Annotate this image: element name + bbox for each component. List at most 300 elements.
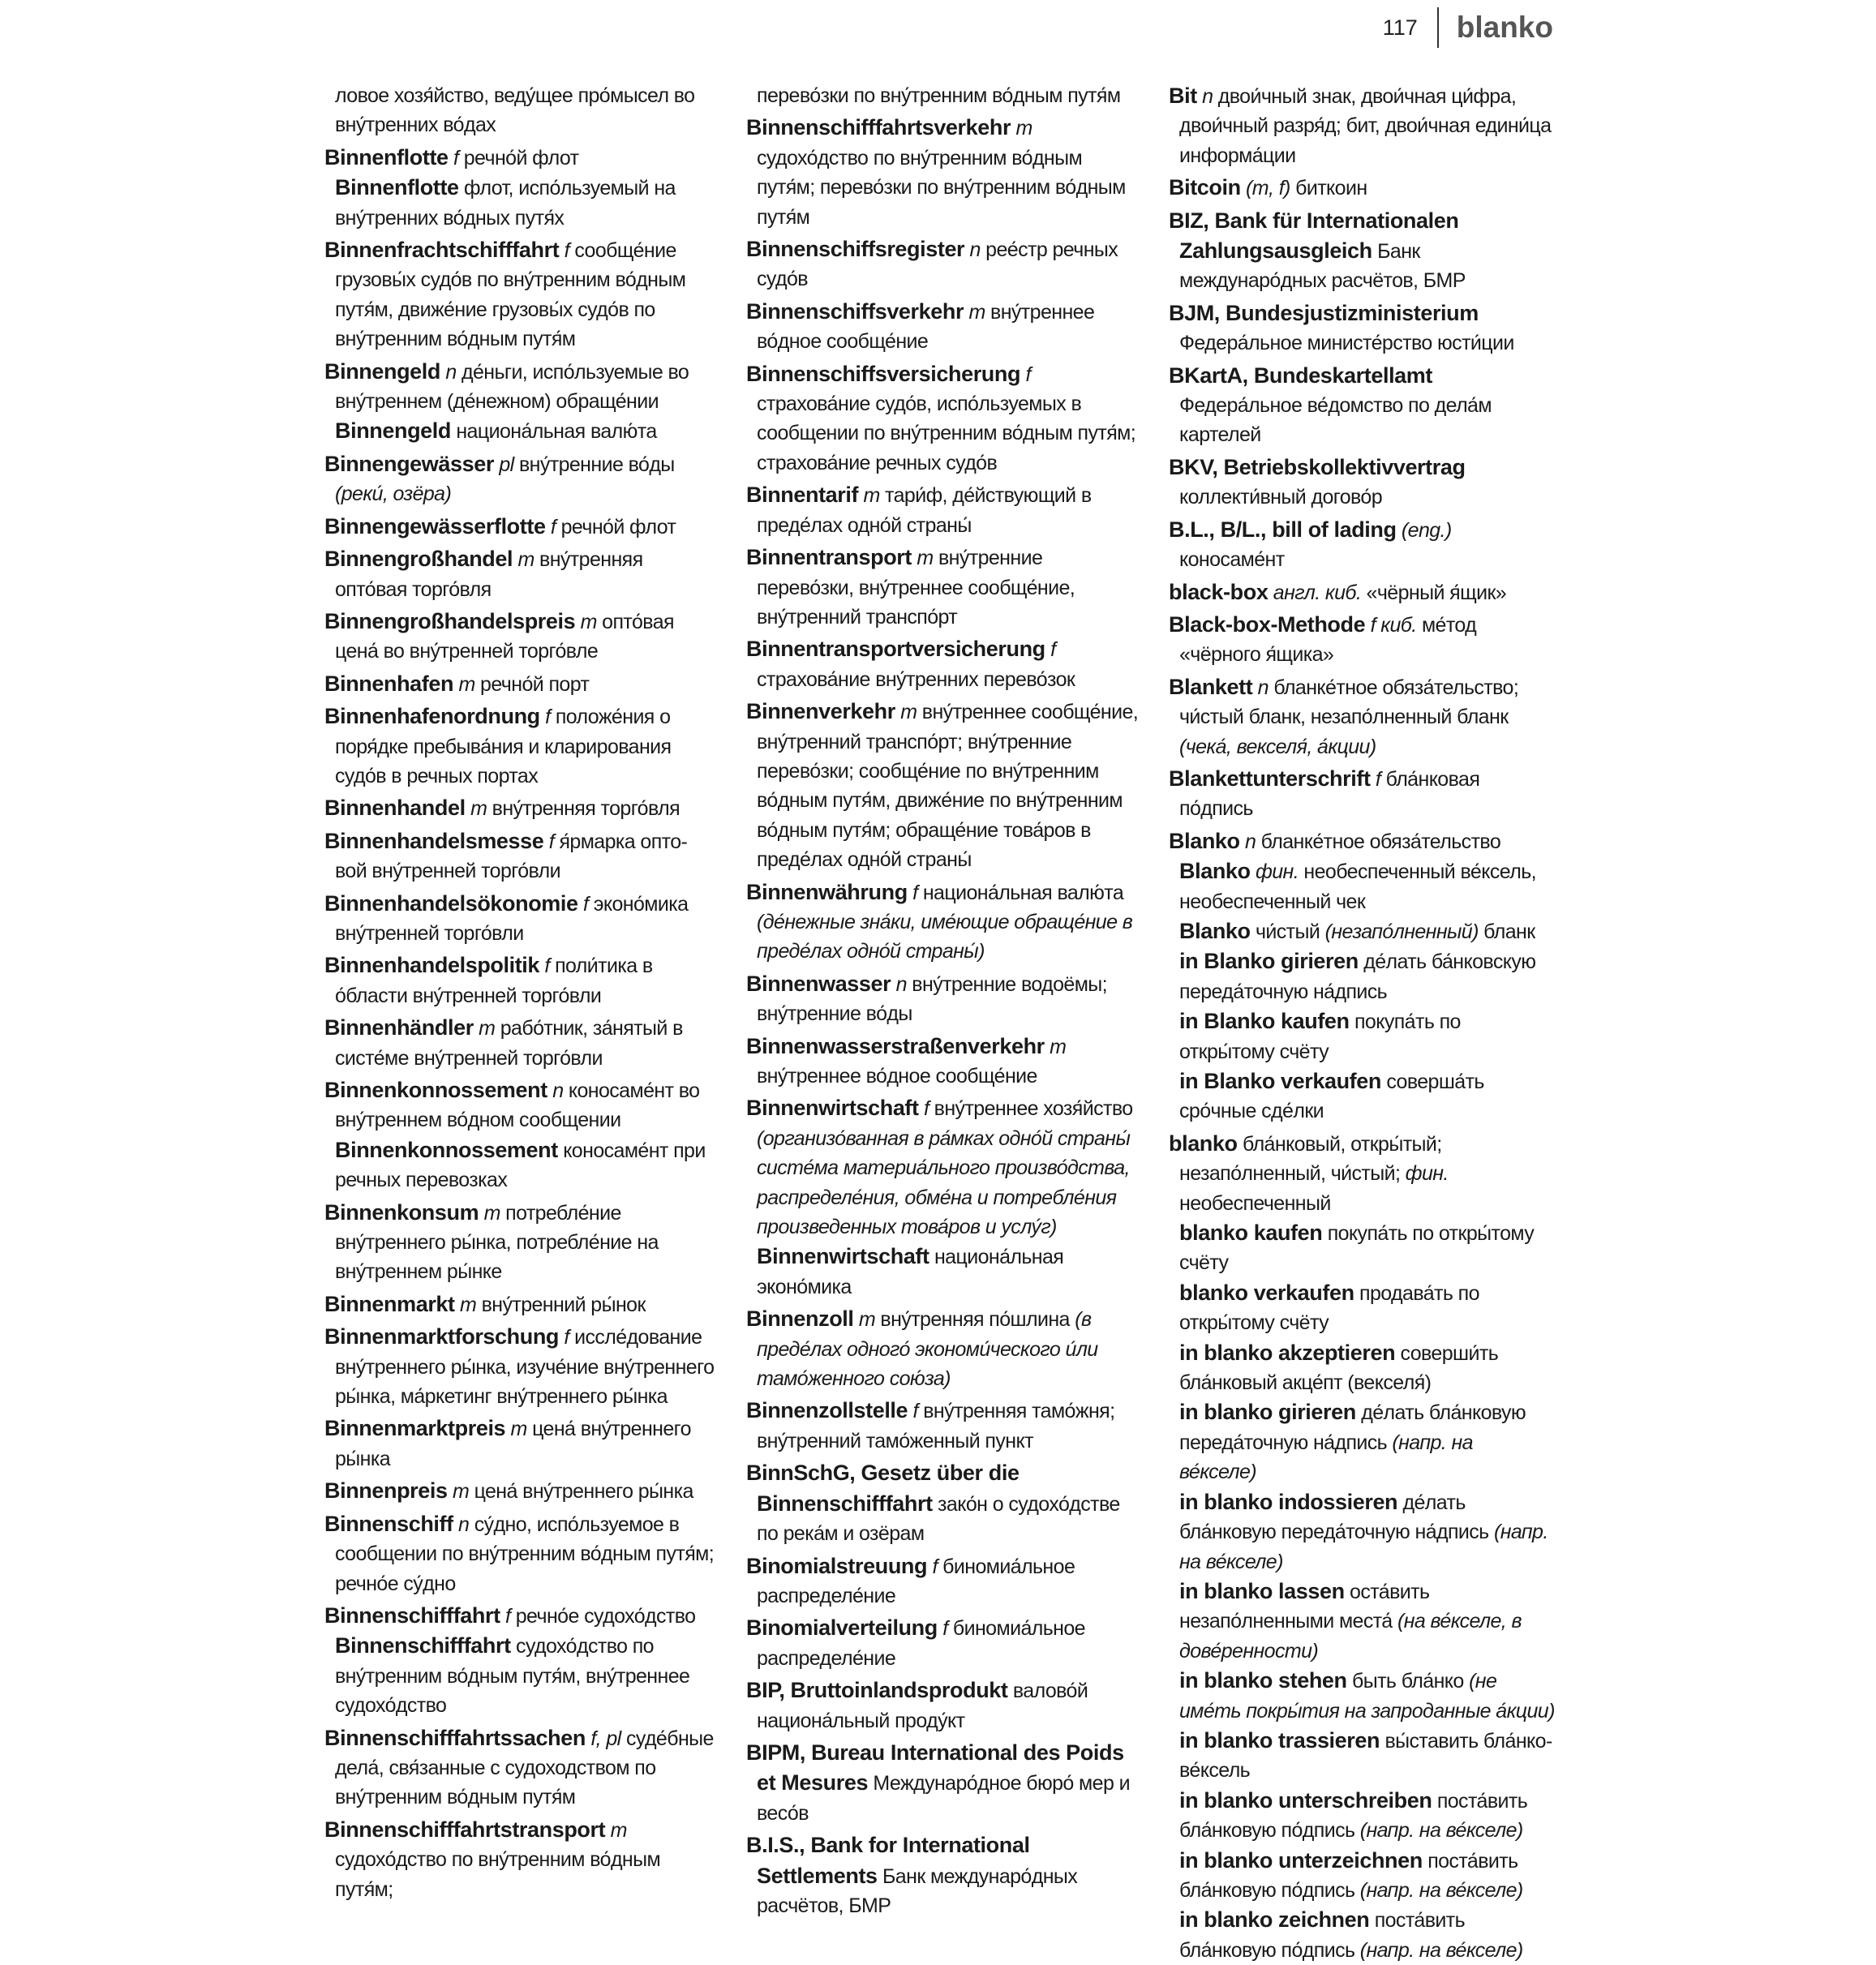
definition: цена́ вну́треннего ры́нка [335, 1418, 691, 1470]
dictionary-entry [1169, 1129, 1555, 1218]
sub-entry [1169, 1397, 1555, 1487]
dictionary-entry [746, 634, 1142, 694]
definition: рее́стр речных судо́в [757, 238, 1118, 291]
dictionary-entry [324, 826, 715, 886]
headword: Binnentransport [746, 545, 912, 570]
definition: вну́тренняя торго́вля [487, 797, 680, 821]
dictionary-entry [746, 234, 1142, 294]
headword: Binnengewässer [324, 451, 494, 476]
dictionary-entry [324, 701, 715, 791]
sub-entry [1169, 856, 1555, 916]
headword: BinnSchG, Gesetz über die Binnenschifffahrt [746, 1461, 1020, 1516]
dictionary-entry [746, 1304, 1142, 1393]
sub-entry [1169, 1218, 1555, 1278]
dictionary-entry [1169, 173, 1555, 203]
headword: BKV, Betriebskollektivvertrag [1169, 454, 1466, 479]
grammar-note: f [545, 515, 556, 538]
grammar-note: фин. [1405, 1162, 1449, 1186]
dictionary-entry [324, 1289, 715, 1319]
sub-entry [324, 1631, 715, 1720]
headword: Binnenschifffahrt [324, 1602, 500, 1628]
definition: вну́треннее хозя́йство [929, 1097, 1133, 1121]
running-head: blanko [1456, 11, 1553, 44]
definition: судохо́дство по вну́тренним во́дным путя́м, вну́треннее судохо́дство [335, 1635, 690, 1718]
headword: Binnenkonnossement [335, 1137, 558, 1162]
dictionary-entry [1169, 206, 1555, 296]
headword: Binnenwasser [746, 971, 891, 996]
grammar-note: f, pl [585, 1727, 621, 1750]
dictionary-entry [746, 1675, 1142, 1735]
headword: Blanko [1179, 859, 1251, 884]
headword: Binnenschifffahrtstransport [324, 1817, 606, 1842]
grammar-note: m [1044, 1035, 1067, 1058]
dictionary-entry [746, 1830, 1142, 1920]
dictionary-entry [1169, 361, 1555, 450]
grammar-note: (напр. на ве́кселе) [1179, 1521, 1548, 1573]
grammar-note: n [1252, 676, 1269, 699]
headword: Binnenschifffahrtsverkehr [746, 115, 1011, 140]
grammar-note: n [453, 1512, 470, 1536]
definition: суде́бные дела́, свя́занные с судоходством по вну́тренним во́дным путя́м [335, 1727, 714, 1809]
dictionary-entry [324, 544, 715, 604]
dictionary-entry [746, 1458, 1142, 1548]
grammar-note: n [1239, 830, 1256, 853]
dictionary-entry [324, 357, 715, 417]
dictionary-entry [324, 1601, 715, 1631]
dictionary-entry [746, 543, 1142, 632]
definition: речно́й порт [474, 672, 590, 696]
definition: Междунаро́дное бюро́ мер и весо́в [757, 1772, 1130, 1825]
definition: национа́льная эконо́мика [757, 1246, 1064, 1298]
headword: Binnenschiffsversicherung [746, 361, 1021, 386]
headword: Binnengroßhandel [324, 547, 513, 572]
definition: соверши́ть бла́нковый акце́пт (векселя́) [1179, 1341, 1499, 1395]
dictionary-entry [324, 1476, 715, 1506]
dictionary-entry [324, 1723, 715, 1813]
headword: Binnenschiffsverkehr [746, 298, 964, 324]
definition: чи́стый [1250, 920, 1325, 943]
dictionary-entry [324, 889, 715, 949]
headword: Binnenhändler [324, 1015, 474, 1040]
headword: Binnengeld [335, 418, 451, 444]
definition: судохо́дство по вну́тренним во́дным путя́м; перево́зки по вну́тренним во́дным путя́м [757, 146, 1126, 229]
grammar-note: фин. [1250, 860, 1299, 884]
definition: продава́ть по откры́тому счёту [1179, 1281, 1479, 1335]
headword: Binnenmarkt [324, 1291, 455, 1316]
dictionary-entry [1169, 672, 1555, 762]
definition: вну́тренний ры́нок [476, 1293, 646, 1316]
sub-entry [324, 1135, 715, 1195]
dictionary-entry [746, 877, 1142, 967]
headword: B.I.S., Bank for International Settlements [746, 1833, 1030, 1888]
dictionary-entry [1169, 515, 1555, 575]
definition: зако́н о судохо́дстве по река́м и озёрам [757, 1492, 1120, 1546]
definition: ме́тод «чёрного я́щика» [1179, 613, 1477, 667]
grammar-note: (в преде́лах одного́ экономи́ческого и́ли тамо́женного сою́за) [757, 1308, 1098, 1391]
headword: Binnentarif [746, 483, 859, 508]
headword: Binnenflotte [324, 144, 449, 169]
definition: «чёрный я́щик» [1361, 581, 1507, 604]
sub-entry [1169, 916, 1555, 946]
dictionary-entry [746, 969, 1142, 1029]
dictionary-entry [746, 1613, 1142, 1673]
grammar-note: n [440, 360, 457, 384]
definition: речно́й флот [458, 146, 579, 169]
definition: национа́льная валю́та [451, 420, 657, 444]
grammar-note: n [891, 972, 907, 996]
headword: blanko verkaufen [1179, 1280, 1354, 1305]
headword: in blanko akzeptieren [1179, 1340, 1396, 1365]
definition: Федера́льное министе́рство юсти́ции [1179, 332, 1514, 355]
grammar-note: (на ве́кселе, в дове́ренности) [1179, 1610, 1522, 1663]
sub-entry [1169, 1786, 1555, 1846]
definition: вну́тренние во́ды [513, 453, 675, 476]
definition: потребле́ние вну́треннего ры́нка, потребле́ние на вну́треннем ры́нке [335, 1201, 659, 1284]
grammar-note: m [964, 300, 985, 324]
definition: необеспеченный ве́ксель, необеспеченный чек [1179, 860, 1536, 913]
definition: вну́треннее во́дное сообще́ние [757, 1065, 1037, 1088]
headword: in blanko unterschreiben [1179, 1787, 1432, 1813]
headword: BKartA, Bundeskartellamt [1169, 363, 1432, 388]
headword: Binnenwirtschaft [746, 1096, 919, 1121]
grammar-note: m [605, 1818, 627, 1842]
grammar-note: (m, f) [1240, 177, 1290, 200]
headword: Binnenfrachtschifffahrt [324, 238, 560, 263]
sub-entry [1169, 1666, 1555, 1726]
dictionary-entry [324, 1322, 715, 1411]
grammar-note: pl [493, 453, 514, 476]
dictionary-entry [746, 1032, 1142, 1092]
definition: поли́тика в о́бласти вну́тренней торго́вли [335, 955, 653, 1007]
definition: оста́вить незапо́лненными места́ [1179, 1580, 1430, 1633]
headword: Binnenhandel [324, 796, 466, 821]
dictionary-entry [324, 793, 715, 823]
grammar-note: f [908, 1400, 918, 1423]
dictionary-column-2 [746, 81, 1142, 1917]
dictionary-entry [324, 950, 715, 1010]
grammar-note: f [1370, 767, 1381, 791]
headword: Binnenpreis [324, 1478, 448, 1504]
grammar-note: f [918, 1097, 929, 1121]
sub-entry [1169, 1726, 1555, 1786]
grammar-note: f [543, 830, 555, 853]
definition: покупа́ть по откры́тому счёту [1179, 1222, 1535, 1275]
definition: бла́нковый, откры́тый; незапо́лненный, чи́стый; [1179, 1132, 1442, 1186]
definition: речно́е судохо́дство [510, 1604, 696, 1628]
headword: in blanko unterzeichnen [1179, 1847, 1423, 1873]
definition: рабо́тник, за́нятый в систе́ме вну́тренней торго́вли [335, 1017, 683, 1070]
grammar-note: m [1011, 117, 1032, 140]
grammar-note: f [559, 1326, 569, 1349]
definition: покупа́ть по откры́тому счёту [1179, 1010, 1461, 1063]
grammar-note: m [912, 547, 934, 570]
grammar-note: m [505, 1418, 527, 1441]
headword: Binnenmarktpreis [324, 1416, 506, 1441]
grammar-note: f [1020, 363, 1031, 386]
headword: Black-box-Methode [1169, 611, 1366, 637]
dictionary-entry [324, 1815, 715, 1904]
grammar-note: m [895, 701, 917, 724]
definition: положе́ния о поря́дке пребыва́ния и кларирования судо́в в речных портах [335, 706, 672, 787]
headword: Blanko [1179, 918, 1251, 943]
continued-entry [324, 81, 715, 140]
headword: Binnenmarktforschung [324, 1324, 560, 1349]
headword: Bitcoin [1169, 175, 1241, 200]
headword: in Blanko verkaufen [1179, 1069, 1381, 1093]
dictionary-entry [324, 449, 715, 509]
headword: black-box [1169, 579, 1269, 604]
headword: Binnenwasserstraßenverkehr [746, 1033, 1045, 1058]
definition: коносаме́нт при речных перевозках [335, 1139, 706, 1192]
headword: in Blanko girieren [1179, 949, 1359, 974]
definition: бланке́тное обяза́тельство [1256, 830, 1501, 853]
headword: blanko [1169, 1131, 1238, 1156]
headword: Binnenzollstelle [746, 1398, 908, 1423]
definition: валово́й национа́льный проду́кт [757, 1680, 1088, 1732]
grammar-note: f [937, 1617, 948, 1641]
dictionary-entry [324, 1509, 715, 1598]
definition: двои́чный знак, двои́чная ци́фра, двои́чный разря́д; бит, двои́чная едини́ца информа́ции [1179, 85, 1552, 167]
definition: коносаме́нт во вну́треннем во́дном сообщении [335, 1079, 700, 1132]
definition: вну́тренние водоёмы; вну́тренние во́ды [757, 972, 1108, 1026]
grammar-note: f [577, 892, 589, 916]
headword: Binnentransportversicherung [746, 637, 1045, 662]
headword: Binnenhandelsökonomie [324, 890, 578, 916]
grammar-note: f [927, 1555, 938, 1578]
headword: Binnengroßhandelspreis [324, 608, 576, 633]
headword: BJM, Bundesjustizministerium [1169, 300, 1479, 325]
definition: вну́тренние перево́зки, вну́треннее сообще́ние, вну́тренний транспо́рт [757, 547, 1075, 629]
definition: коносаме́нт [1179, 548, 1285, 572]
grammar-note: f [539, 706, 551, 729]
definition: речно́й флот [556, 515, 676, 538]
sub-entry [1169, 1006, 1555, 1066]
headword: in blanko stehen [1179, 1668, 1347, 1693]
headword: Binnenflotte [335, 175, 459, 200]
headword: in blanko lassen [1179, 1578, 1345, 1603]
headword: Blankettunterschrift [1169, 766, 1371, 791]
definition: вну́треннее сообще́ние, вну́тренний транспо́рт; вну́тренние перево́зки; сообще́ние по вну́тренним во́дным путя́м, движе́ние по вну́тренним во́дным путя́м; обраще́ние това́ров в преде́лах одно́й страны́ [757, 701, 1139, 872]
definition: де́лать бла́нковую переда́точную на́дпись [1179, 1491, 1494, 1544]
headword: Binnenschifffahrt [335, 1633, 511, 1658]
grammar-note: m [453, 672, 475, 696]
headword: Blankett [1169, 674, 1253, 699]
headword: Binnenschiffsregister [746, 237, 965, 262]
dictionary-entry [746, 1093, 1142, 1242]
dictionary-entry [324, 669, 715, 699]
sub-entry [1169, 1066, 1555, 1126]
headword: Binnenschiff [324, 1511, 453, 1536]
sub-entry [746, 1242, 1142, 1302]
definition: опто́вая цена́ во вну́тренней торго́вле [335, 610, 674, 663]
definition: биномиа́льное распределе́ние [757, 1617, 1085, 1670]
grammar-note: m [853, 1308, 876, 1332]
definition: флот, испо́льзуемый на вну́тренних во́дных путя́х [335, 177, 676, 230]
headword: Binnengewässerflotte [324, 513, 546, 538]
grammar-note: m [575, 610, 597, 633]
definition: судохо́дство по вну́тренним во́дным путя́м; [335, 1848, 661, 1901]
dictionary-entry [324, 1013, 715, 1073]
dictionary-entry [746, 1551, 1142, 1611]
definition: вы́ставить бла́нко-ве́ксель [1179, 1729, 1552, 1783]
definition: вну́тренняя тамо́жня; вну́тренний тамо́женный пункт [757, 1400, 1115, 1452]
definition: де́ньги, испо́льзуемые во вну́треннем (де́нежном) обраще́нии [335, 360, 689, 414]
headword: BIP, Bruttoinlandsprodukt [746, 1678, 1008, 1703]
definition: тари́ф, де́йствующий в преде́лах одно́й страны́ [757, 484, 1092, 537]
continued-entry [746, 81, 1142, 110]
grammar-note: f [907, 881, 918, 904]
sub-entry [1169, 1577, 1555, 1666]
grammar-note: f [500, 1604, 511, 1628]
sub-entry [1169, 1487, 1555, 1577]
definition: я́рмарка опто-вой вну́тренней торго́вли [335, 830, 688, 883]
grammar-note: m [454, 1293, 477, 1316]
grammar-note: (напр. на ве́кселе) [1359, 1819, 1523, 1843]
grammar-note: f [448, 146, 459, 169]
headword: Binnenkonnossement [324, 1078, 547, 1102]
headword: in blanko girieren [1179, 1400, 1356, 1425]
grammar-note: m [858, 484, 880, 508]
definition: страхова́ние судо́в, испо́льзуемых в сообщении по вну́тренним во́дным путя́м; страхова́ние речных судо́в [757, 393, 1136, 474]
definition: поста́вить бла́нковую по́дпись [1179, 1789, 1528, 1843]
grammar-note: f [539, 955, 550, 978]
definition: вну́треннее во́дное сообще́ние [757, 300, 1095, 354]
dictionary-entry [746, 480, 1142, 540]
headword: Binnenwährung [746, 879, 908, 904]
definition: перево́зки по вну́тренним во́дным путя́м [757, 84, 1121, 107]
page-header [1383, 6, 1553, 49]
grammar-note: (напр. на ве́кселе) [1359, 1878, 1523, 1902]
header-divider [1437, 7, 1439, 48]
dictionary-entry [746, 1396, 1142, 1456]
headword: BIZ, Bank für Internationalen Zahlungsausgleich [1169, 208, 1459, 264]
headword: Binnenverkehr [746, 699, 895, 724]
dictionary-entry [324, 1414, 715, 1474]
headword: Binomialverteilung [746, 1615, 938, 1641]
grammar-note: n [1196, 85, 1213, 108]
page-number: 117 [1382, 15, 1418, 40]
grammar-note: m [513, 548, 534, 572]
definition: бланк [1478, 920, 1535, 943]
headword: Binnenhafenordnung [324, 704, 540, 729]
definition: де́лать бла́нковую переда́точную на́дпись [1179, 1401, 1526, 1454]
headword: Binnenhafen [324, 671, 454, 696]
headword: in blanko indossieren [1179, 1489, 1398, 1514]
definition: национа́льная валю́та [917, 881, 1124, 904]
dictionary-entry [1169, 453, 1555, 513]
headword: Blanko [1169, 828, 1240, 853]
definition: вну́тренняя по́шлина [875, 1308, 1075, 1332]
definition: цена́ вну́треннего ры́нка [469, 1480, 693, 1504]
headword: Binomialstreuung [746, 1553, 928, 1578]
definition: иссле́дование вну́треннего ры́нка, изуче́ние вну́треннего ры́нка, ма́ркетинг вну́треннего ры́нка [335, 1326, 715, 1409]
headword: blanko kaufen [1179, 1221, 1323, 1246]
grammar-note: m [473, 1017, 496, 1040]
grammar-note: m [447, 1480, 470, 1504]
headword: Binnenkonsum [324, 1199, 479, 1225]
dictionary-entry [1169, 81, 1555, 170]
definition: биномиа́льное распределе́ние [757, 1555, 1075, 1607]
dictionary-entry [1169, 826, 1555, 856]
dictionary-entry [324, 235, 715, 354]
definition: коллекти́вный догово́р [1179, 486, 1383, 509]
definition: вну́тренняя опто́вая торго́вля [335, 548, 643, 601]
grammar-note: f [559, 239, 570, 263]
headword: Binnengeld [324, 358, 440, 384]
definition: поста́вить бла́нковую по́дпись [1179, 1849, 1518, 1902]
definition: Банк междунаро́дных расчётов, БМР [1179, 240, 1466, 293]
dictionary-entry [1169, 610, 1555, 670]
dictionary-entry [746, 297, 1142, 357]
dictionary-entry [324, 607, 715, 667]
grammar-note: (eng.) [1396, 518, 1452, 542]
sub-entry [1169, 1846, 1555, 1906]
dictionary-entry [324, 512, 715, 542]
dictionary-entry [1169, 764, 1555, 824]
definition: Банк междунаро́дных расчётов, БМР [757, 1864, 1078, 1917]
dictionary-entry [746, 359, 1142, 478]
definition: бла́нковая по́дпись [1179, 767, 1480, 821]
dictionary-column-3 [1169, 81, 1555, 1962]
grammar-note: (реки́, озёра) [335, 483, 452, 506]
headword: B.L., B/L., bill of lading [1169, 517, 1397, 542]
grammar-note: (незапо́лненный) [1324, 920, 1479, 943]
dictionary-entry [324, 1198, 715, 1287]
sub-entry [1169, 946, 1555, 1006]
headword: BIPM, Bureau International des Poids et Mesures [746, 1740, 1124, 1796]
definition: эконо́мика вну́тренней торго́вли [335, 892, 689, 945]
definition: су́дно, испо́льзуемое в сообщении по вну́тренним во́дным путя́м; речно́е су́дно [335, 1512, 715, 1595]
grammar-note: f [1045, 638, 1056, 662]
sub-entry [324, 416, 715, 446]
dictionary-entry [1169, 577, 1555, 607]
definition: необеспеченный [1179, 1191, 1331, 1215]
headword: Binnenschifffahrtssachen [324, 1725, 586, 1750]
definition: поста́вить бла́нковую по́дпись [1179, 1909, 1466, 1962]
grammar-note: (чека́, векселя́, а́кции) [1179, 735, 1376, 758]
headword: Binnenhandelsmesse [324, 828, 544, 853]
definition: Федера́льное ве́домство по дела́м картелей [1179, 394, 1492, 447]
headword: Binnenhandelspolitik [324, 953, 540, 978]
dictionary-entry [746, 113, 1142, 232]
headword: Binnenwirtschaft [757, 1244, 929, 1269]
headword: Binnenzoll [746, 1306, 854, 1332]
headword: in blanko trassieren [1179, 1727, 1380, 1753]
dictionary-entry [1169, 298, 1555, 358]
dictionary-entry [324, 143, 715, 173]
headword: in Blanko kaufen [1179, 1009, 1350, 1034]
sub-entry [1169, 1338, 1555, 1398]
grammar-note: (организо́ванная в ра́мках одно́й страны́ систе́ма материа́льного произво́дства, распределе́ния, обме́на и потребле́ния произведенных това́ров и услу́г) [757, 1126, 1131, 1239]
grammar-note: n [547, 1079, 564, 1102]
definition: ловое хозя́йство, веду́щее про́мысел во вну́тренних во́дах [335, 84, 695, 137]
grammar-note: (не име́ть покры́тия на запроданные а́кции) [1179, 1670, 1555, 1723]
dictionary-entry [746, 1738, 1142, 1828]
dictionary-column-1 [324, 81, 715, 1901]
grammar-note: m [479, 1201, 500, 1225]
definition: бланке́тное обяза́тельство; чи́стый бланк, незапо́лненный бланк [1179, 676, 1519, 729]
grammar-note: m [465, 797, 487, 821]
dictionary-entry [746, 697, 1142, 874]
dictionary-entry [324, 1075, 715, 1135]
definition: сообще́ние грузовы́х судо́в по вну́тренним во́дным путя́м, движе́ние грузовы́х судо́в по вну́тренним во́дным путя́м [335, 239, 686, 351]
grammar-note: f киб. [1365, 613, 1417, 637]
grammar-note: (де́нежные зна́ки, име́ющие обраще́ние в преде́лах одно́й страны́) [757, 910, 1133, 963]
grammar-note: (напр. на ве́кселе) [1179, 1431, 1473, 1484]
sub-entry [324, 173, 715, 233]
definition: быть бла́нко [1346, 1670, 1470, 1693]
headword: in blanko zeichnen [1179, 1907, 1370, 1933]
